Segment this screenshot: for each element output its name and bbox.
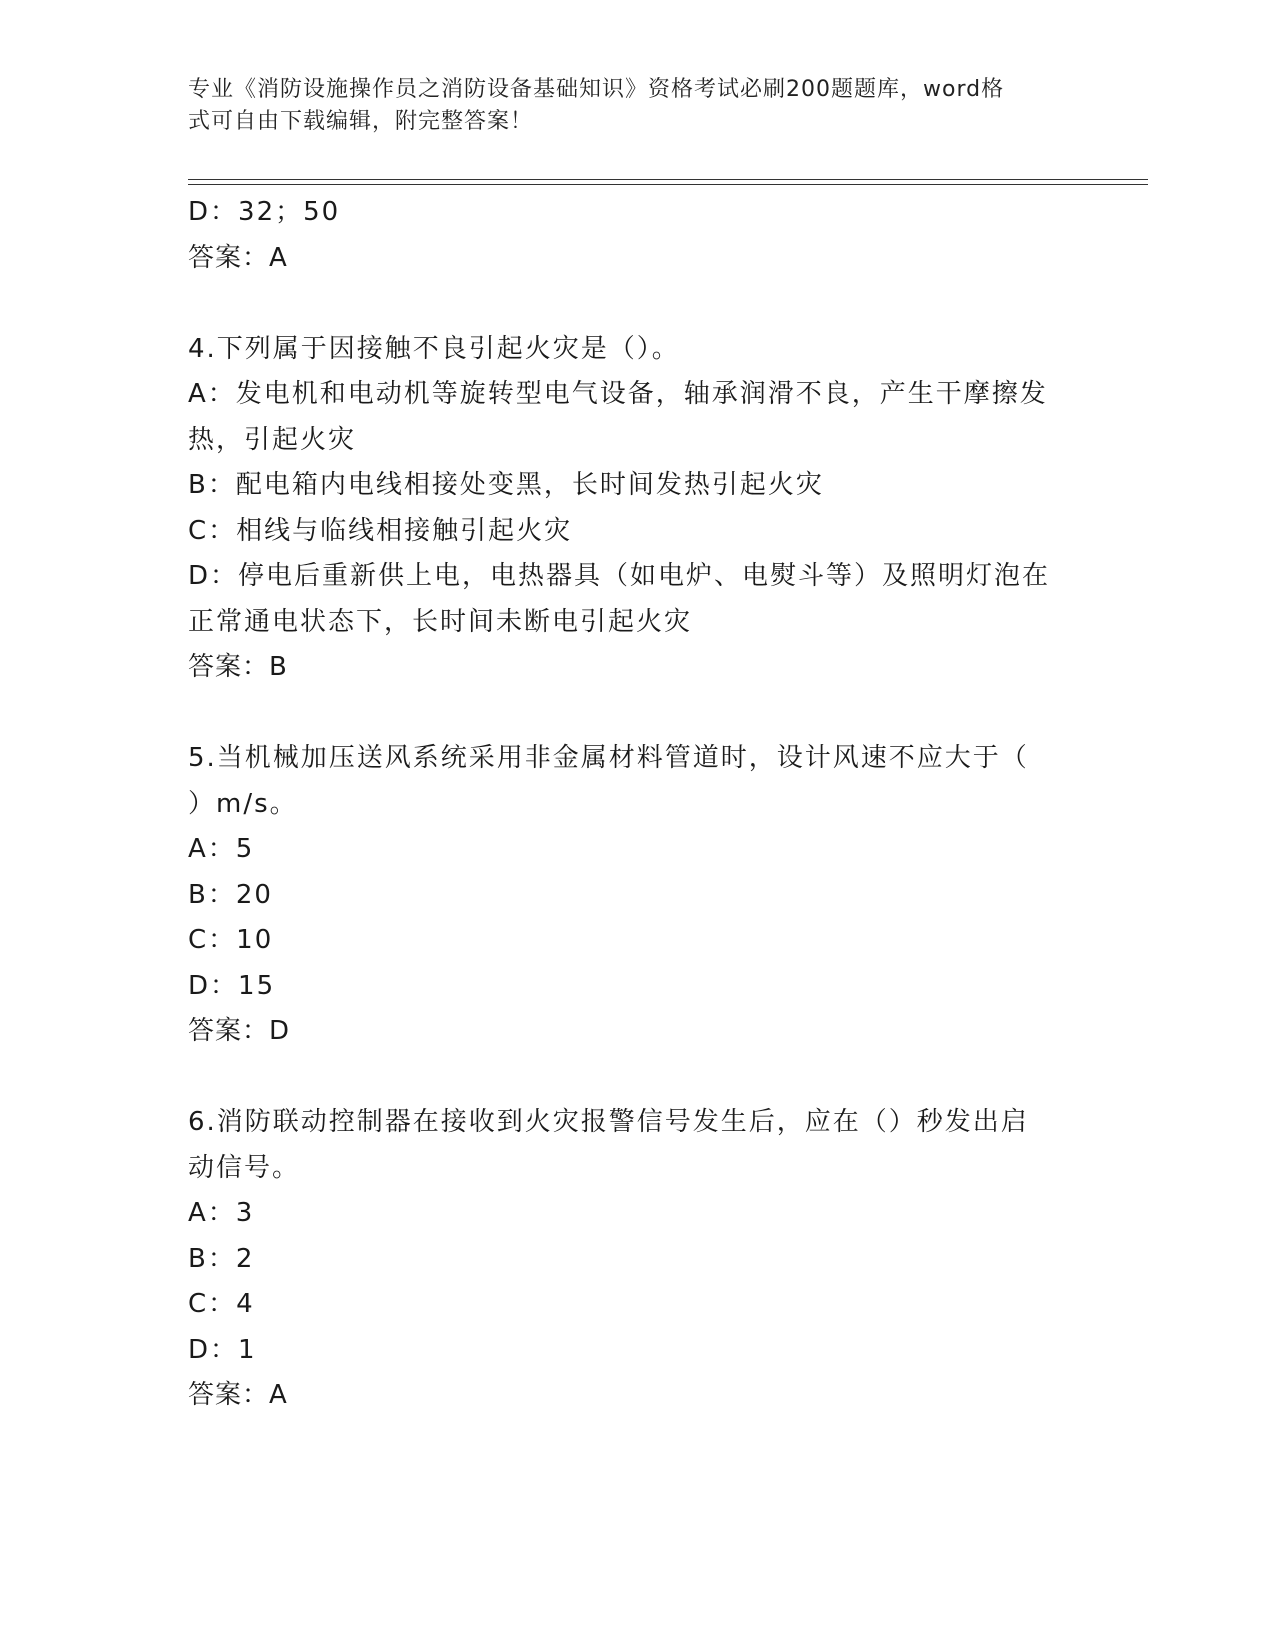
answer: 答案：B xyxy=(188,652,288,682)
option-b: B：20 xyxy=(188,879,273,910)
option-b: B：2 xyxy=(188,1243,255,1274)
option-a-continued: 热，引起火灾 xyxy=(188,424,357,455)
option-d-continued: 正常通电状态下，长时间未断电引起火灾 xyxy=(188,606,693,637)
answer: 答案：D xyxy=(188,1016,291,1046)
option-a: A：3 xyxy=(188,1198,255,1228)
question-stem-continued: 动信号。 xyxy=(188,1152,301,1183)
option-d: D：1 xyxy=(188,1334,257,1365)
question-block-6 xyxy=(188,1100,1088,1419)
previous-answer: 答案：A xyxy=(188,242,288,273)
option-d: D：停电后重新供上电，电热器具（如电炉、电熨斗等）及照明灯泡在 xyxy=(188,561,1051,591)
spacer xyxy=(188,281,1088,327)
question-stem-continued: ）m/s。 xyxy=(188,788,298,819)
previous-option-d: D：32；50 xyxy=(188,197,341,227)
question-stem: 5.当机械加压送风系统采用非金属材料管道时，设计风速不应大于（ xyxy=(188,743,1029,773)
spacer xyxy=(188,691,1088,737)
question-content xyxy=(188,190,1088,1419)
spacer xyxy=(188,1055,1088,1101)
header-line-1: 专业《消防设施操作员之消防设备基础知识》资格考试必刷200题题库，word格 xyxy=(188,77,1005,102)
header-divider-bottom xyxy=(188,184,1148,185)
question-block-4 xyxy=(188,327,1088,691)
question-stem: 6.消防联动控制器在接收到火灾报警信号发生后，应在（）秒发出启 xyxy=(188,1107,1029,1137)
option-d: D：15 xyxy=(188,970,276,1001)
option-a: A：5 xyxy=(188,834,255,864)
header-line-2: 式可自由下载编辑，附完整答案！ xyxy=(188,109,534,134)
option-b: B：配电箱内电线相接处变黑，长时间发热引起火灾 xyxy=(188,470,824,500)
option-c: C：10 xyxy=(188,925,274,955)
document-header xyxy=(188,74,1078,138)
option-a: A：发电机和电动机等旋转型电气设备，轴承润滑不良，产生干摩擦发 xyxy=(188,379,1048,409)
question-stem: 4.下列属于因接触不良引起火灾是（）。 xyxy=(188,333,680,364)
header-divider-top xyxy=(188,179,1148,180)
question-block-5 xyxy=(188,736,1088,1055)
answer: 答案：A xyxy=(188,1380,288,1410)
option-c: C：4 xyxy=(188,1289,255,1319)
option-c: C：相线与临线相接触引起火灾 xyxy=(188,515,573,546)
